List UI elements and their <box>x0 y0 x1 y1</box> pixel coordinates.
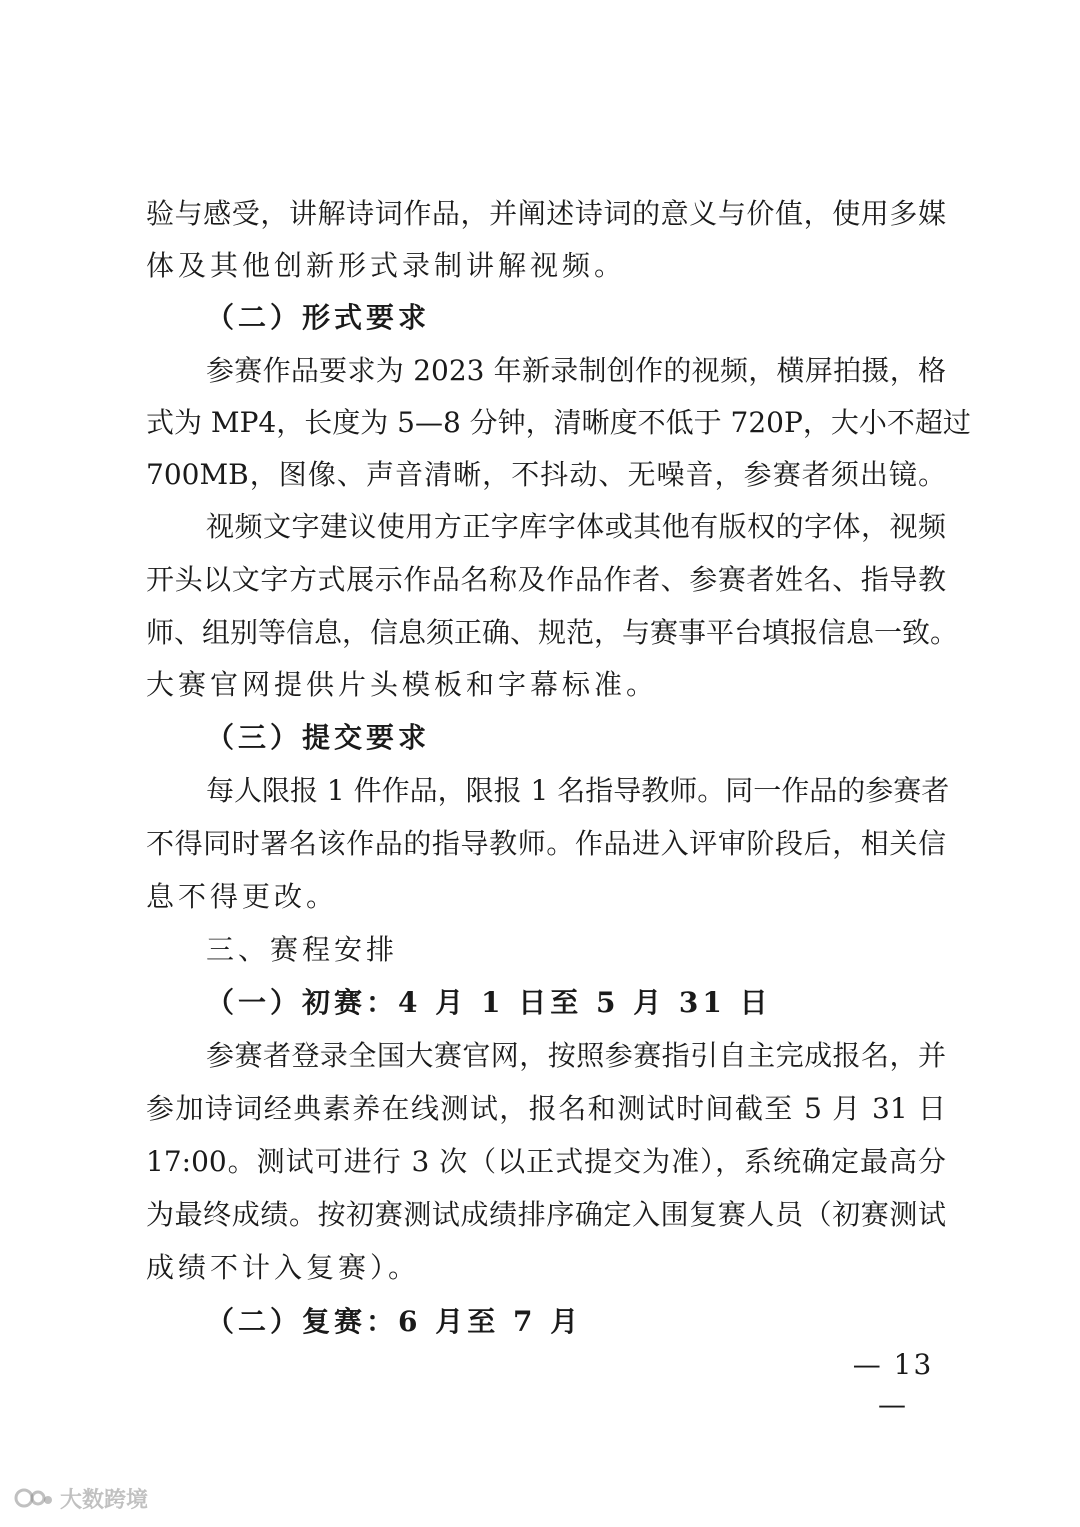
text-line: 大赛官网提供片头模板和字幕标准。 <box>146 668 659 701</box>
text-line: 700MB，图像、声音清晰，不抖动、无噪音，参赛者须出镜。 <box>146 458 946 491</box>
section-heading: （二）形式要求 <box>206 301 431 334</box>
section-heading: （一）初赛：4 月 1 日至 5 月 31 日 <box>206 986 772 1019</box>
text-line: 参赛作品要求为 2023 年新录制创作的视频，横屏拍摄，格 <box>206 354 946 387</box>
section-heading: （二）复赛：6 月至 7 月 <box>206 1305 583 1338</box>
page-number: — 13 — <box>852 1348 934 1421</box>
text-line: 每人限报 1 件作品，限报 1 名指导教师。同一作品的参赛者 <box>206 774 950 807</box>
section-heading: （三）提交要求 <box>206 721 431 754</box>
text-line: 验与感受，讲解诗词作品，并阐述诗词的意义与价值，使用多媒 <box>146 197 946 230</box>
watermark-text: 大数跨境 <box>60 1487 149 1513</box>
text-line: 息不得更改。 <box>146 880 339 913</box>
text-line: 视频文字建议使用方正字库字体或其他有版权的字体，视频 <box>206 510 946 543</box>
text-line: 为最终成绩。按初赛测试成绩排序确定入围复赛人员（初赛测试 <box>146 1198 946 1231</box>
text-line: 参赛者登录全国大赛官网，按照参赛指引自主完成报名，并 <box>206 1039 946 1072</box>
text-line: 式为 MP4，长度为 5—8 分钟，清晰度不低于 720P，大小不超过 <box>146 406 971 439</box>
brand-logo-icon <box>14 1486 54 1510</box>
watermark <box>14 1483 148 1513</box>
text-line: 成绩不计入复赛）。 <box>146 1251 421 1284</box>
text-line: 17:00。测试可进行 3 次（以正式提交为准），系统确定最高分 <box>146 1145 946 1178</box>
text-line: 不得同时署名该作品的指导教师。作品进入评审阶段后，相关信 <box>146 827 946 860</box>
text-line: 开头以文字方式展示作品名称及作品作者、参赛者姓名、指导教 <box>146 563 946 596</box>
text-line: 参加诗词经典素养在线测试，报名和测试时间截至 5 月 31 日 <box>146 1092 946 1125</box>
text-line: 师、组别等信息，信息须正确、规范，与赛事平台填报信息一致。 <box>146 616 959 649</box>
chapter-heading: 三、赛程安排 <box>206 933 399 966</box>
text-line: 体及其他创新形式录制讲解视频。 <box>146 249 627 282</box>
